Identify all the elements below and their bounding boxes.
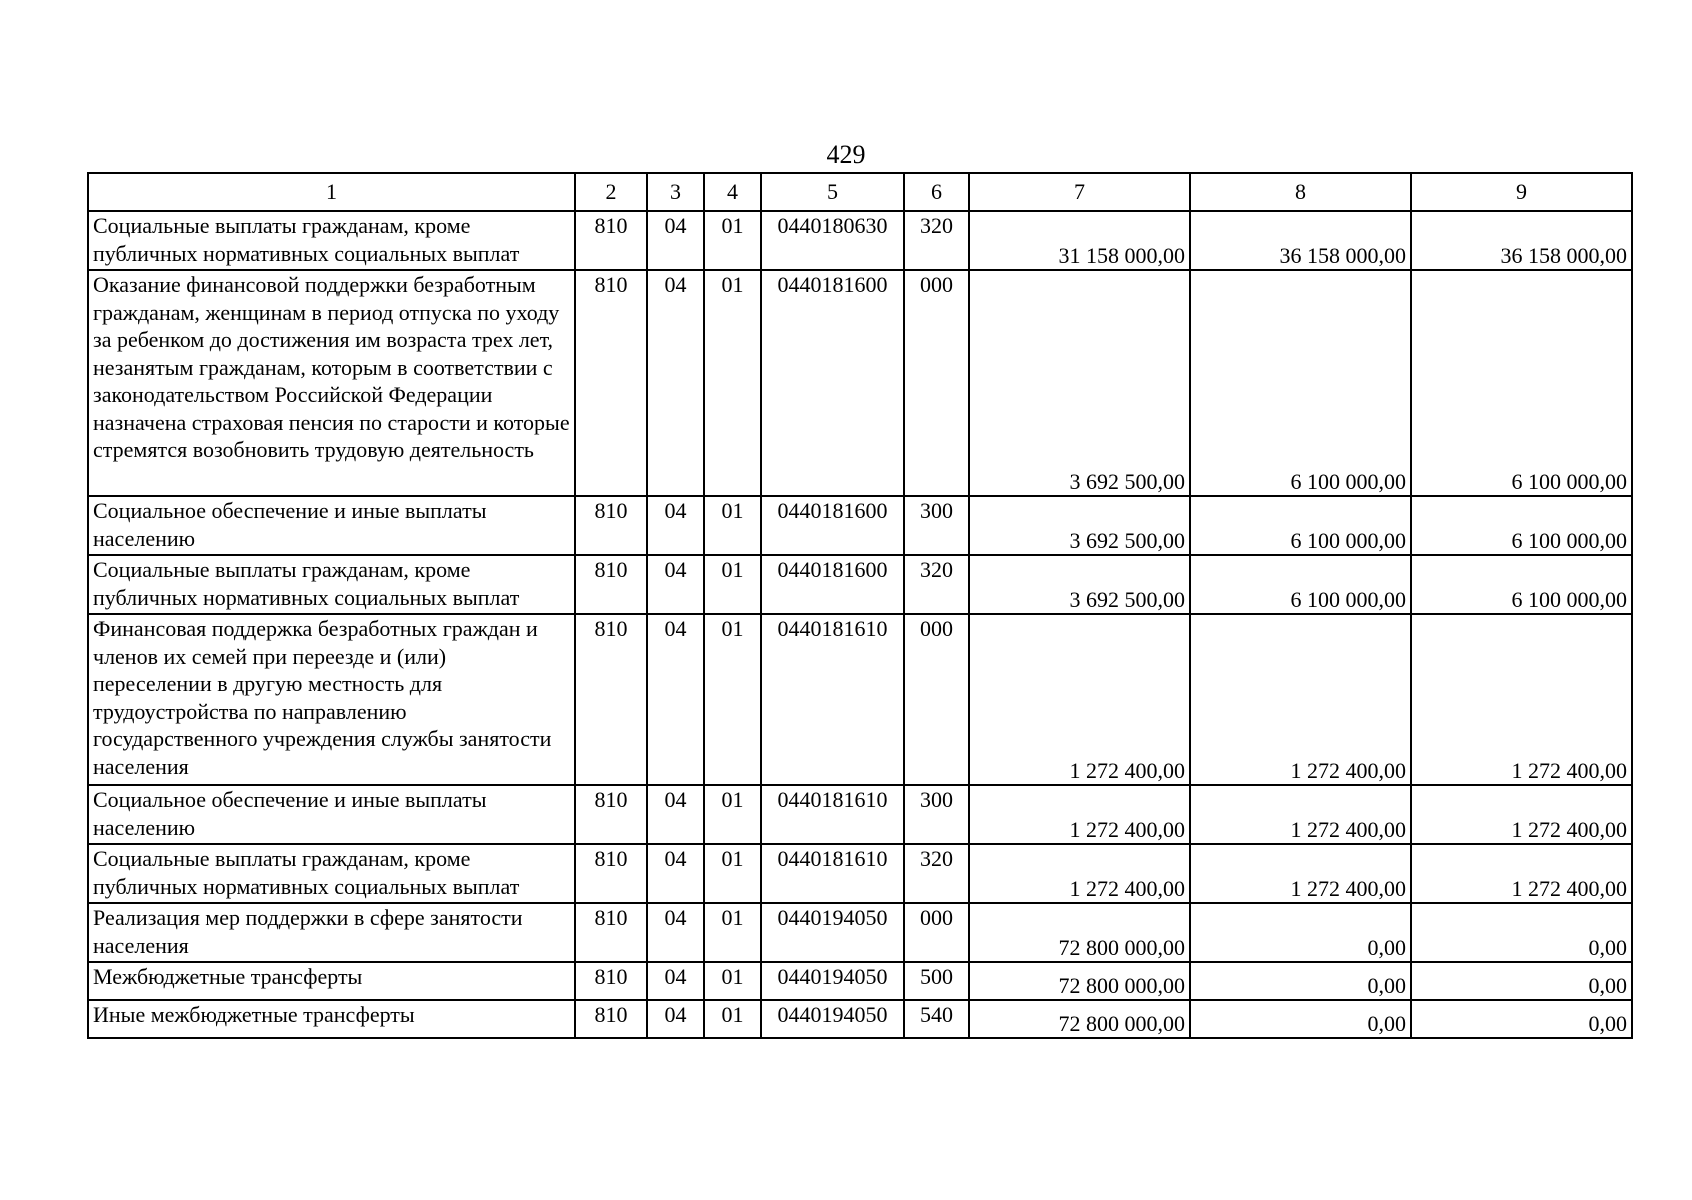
header-cell: 8 [1190, 173, 1411, 211]
cell-col-5: 0440181610 [761, 785, 904, 844]
cell-col-6: 540 [904, 1000, 969, 1038]
cell-col-7: 3 692 500,00 [969, 270, 1190, 496]
cell-col-9: 1 272 400,00 [1411, 614, 1632, 785]
cell-col-8: 0,00 [1190, 962, 1411, 1000]
table-row [88, 211, 1632, 270]
cell-col-7: 1 272 400,00 [969, 844, 1190, 903]
cell-col-8: 0,00 [1190, 1000, 1411, 1038]
table-row [88, 270, 1632, 496]
table-row [88, 1000, 1632, 1038]
table-row [88, 555, 1632, 614]
cell-col-4: 01 [704, 962, 761, 1000]
cell-col-4: 01 [704, 270, 761, 496]
row-name-cell: Социальное обеспечение и иные выплаты населению [88, 785, 575, 844]
cell-col-6: 000 [904, 903, 969, 962]
cell-col-6: 320 [904, 211, 969, 270]
cell-col-5: 0440181610 [761, 844, 904, 903]
cell-col-2: 810 [575, 555, 647, 614]
cell-col-8: 6 100 000,00 [1190, 496, 1411, 555]
cell-col-2: 810 [575, 614, 647, 785]
table-row [88, 844, 1632, 903]
cell-col-8: 0,00 [1190, 903, 1411, 962]
cell-col-4: 01 [704, 496, 761, 555]
cell-col-2: 810 [575, 496, 647, 555]
cell-col-8: 1 272 400,00 [1190, 844, 1411, 903]
header-row [88, 173, 1632, 211]
cell-col-6: 320 [904, 555, 969, 614]
cell-col-2: 810 [575, 962, 647, 1000]
row-name-cell: Социальное обеспечение и иные выплаты населению [88, 496, 575, 555]
header-cell: 7 [969, 173, 1190, 211]
cell-col-9: 1 272 400,00 [1411, 785, 1632, 844]
cell-col-4: 01 [704, 211, 761, 270]
cell-col-4: 01 [704, 614, 761, 785]
cell-col-7: 72 800 000,00 [969, 1000, 1190, 1038]
header-cell: 6 [904, 173, 969, 211]
cell-col-3: 04 [647, 270, 704, 496]
cell-col-3: 04 [647, 211, 704, 270]
header-cell: 1 [88, 173, 575, 211]
cell-col-5: 0440181600 [761, 270, 904, 496]
cell-col-5: 0440181600 [761, 555, 904, 614]
cell-col-7: 1 272 400,00 [969, 785, 1190, 844]
table-row [88, 903, 1632, 962]
cell-col-9: 6 100 000,00 [1411, 496, 1632, 555]
cell-col-3: 04 [647, 903, 704, 962]
cell-col-3: 04 [647, 496, 704, 555]
cell-col-7: 1 272 400,00 [969, 614, 1190, 785]
header-cell: 5 [761, 173, 904, 211]
cell-col-4: 01 [704, 903, 761, 962]
cell-col-6: 320 [904, 844, 969, 903]
cell-col-8: 6 100 000,00 [1190, 270, 1411, 496]
cell-col-4: 01 [704, 785, 761, 844]
cell-col-2: 810 [575, 785, 647, 844]
cell-col-5: 0440194050 [761, 962, 904, 1000]
cell-col-9: 0,00 [1411, 1000, 1632, 1038]
header-cell: 2 [575, 173, 647, 211]
cell-col-3: 04 [647, 844, 704, 903]
cell-col-7: 3 692 500,00 [969, 496, 1190, 555]
cell-col-3: 04 [647, 555, 704, 614]
cell-col-2: 810 [575, 844, 647, 903]
cell-col-7: 72 800 000,00 [969, 962, 1190, 1000]
table-row [88, 962, 1632, 1000]
cell-col-8: 1 272 400,00 [1190, 785, 1411, 844]
cell-col-3: 04 [647, 785, 704, 844]
row-name-cell: Межбюджетные трансферты [88, 962, 575, 1000]
cell-col-7: 72 800 000,00 [969, 903, 1190, 962]
row-name-cell: Социальные выплаты гражданам, кроме публичных нормативных социальных выплат [88, 211, 575, 270]
header-cell: 9 [1411, 173, 1632, 211]
cell-col-4: 01 [704, 844, 761, 903]
cell-col-5: 0440181600 [761, 496, 904, 555]
row-name-cell: Реализация мер поддержки в сфере занятости населения [88, 903, 575, 962]
cell-col-9: 6 100 000,00 [1411, 270, 1632, 496]
cell-col-8: 1 272 400,00 [1190, 614, 1411, 785]
cell-col-8: 6 100 000,00 [1190, 555, 1411, 614]
page-number: 429 [826, 140, 866, 169]
cell-col-2: 810 [575, 903, 647, 962]
cell-col-4: 01 [704, 555, 761, 614]
cell-col-5: 0440181610 [761, 614, 904, 785]
cell-col-8: 36 158 000,00 [1190, 211, 1411, 270]
cell-col-6: 000 [904, 270, 969, 496]
table-row [88, 496, 1632, 555]
cell-col-5: 0440194050 [761, 903, 904, 962]
cell-col-9: 1 272 400,00 [1411, 844, 1632, 903]
row-name-cell: Иные межбюджетные трансферты [88, 1000, 575, 1038]
budget-table [87, 172, 1633, 1039]
table-body [88, 211, 1632, 1038]
header-cell: 3 [647, 173, 704, 211]
row-name-cell: Социальные выплаты гражданам, кроме публичных нормативных социальных выплат [88, 555, 575, 614]
cell-col-5: 0440194050 [761, 1000, 904, 1038]
row-name-cell: Социальные выплаты гражданам, кроме публичных нормативных социальных выплат [88, 844, 575, 903]
cell-col-2: 810 [575, 270, 647, 496]
cell-col-5: 0440180630 [761, 211, 904, 270]
cell-col-9: 6 100 000,00 [1411, 555, 1632, 614]
cell-col-6: 300 [904, 785, 969, 844]
cell-col-7: 3 692 500,00 [969, 555, 1190, 614]
row-name-cell: Финансовая поддержка безработных граждан и членов их семей при переезде и (или) переселении в другую местность для трудоустройства по направлению государственного учреждения службы занятости населения [88, 614, 575, 785]
header-cell: 4 [704, 173, 761, 211]
cell-col-3: 04 [647, 614, 704, 785]
cell-col-9: 0,00 [1411, 962, 1632, 1000]
cell-col-2: 810 [575, 211, 647, 270]
cell-col-4: 01 [704, 1000, 761, 1038]
cell-col-9: 36 158 000,00 [1411, 211, 1632, 270]
cell-col-6: 300 [904, 496, 969, 555]
cell-col-3: 04 [647, 962, 704, 1000]
cell-col-7: 31 158 000,00 [969, 211, 1190, 270]
row-name-cell: Оказание финансовой поддержки безработным гражданам, женщинам в период отпуска по уходу за ребенком до достижения им возраста трех лет, незанятым гражданам, которым в соответствии с законодательством Российской Федерации назначена страховая пенсия по старости и которые стремятся возобновить трудовую деятельность [88, 270, 575, 496]
cell-col-3: 04 [647, 1000, 704, 1038]
cell-col-6: 000 [904, 614, 969, 785]
table-row [88, 614, 1632, 785]
cell-col-9: 0,00 [1411, 903, 1632, 962]
table-row [88, 785, 1632, 844]
cell-col-2: 810 [575, 1000, 647, 1038]
cell-col-6: 500 [904, 962, 969, 1000]
